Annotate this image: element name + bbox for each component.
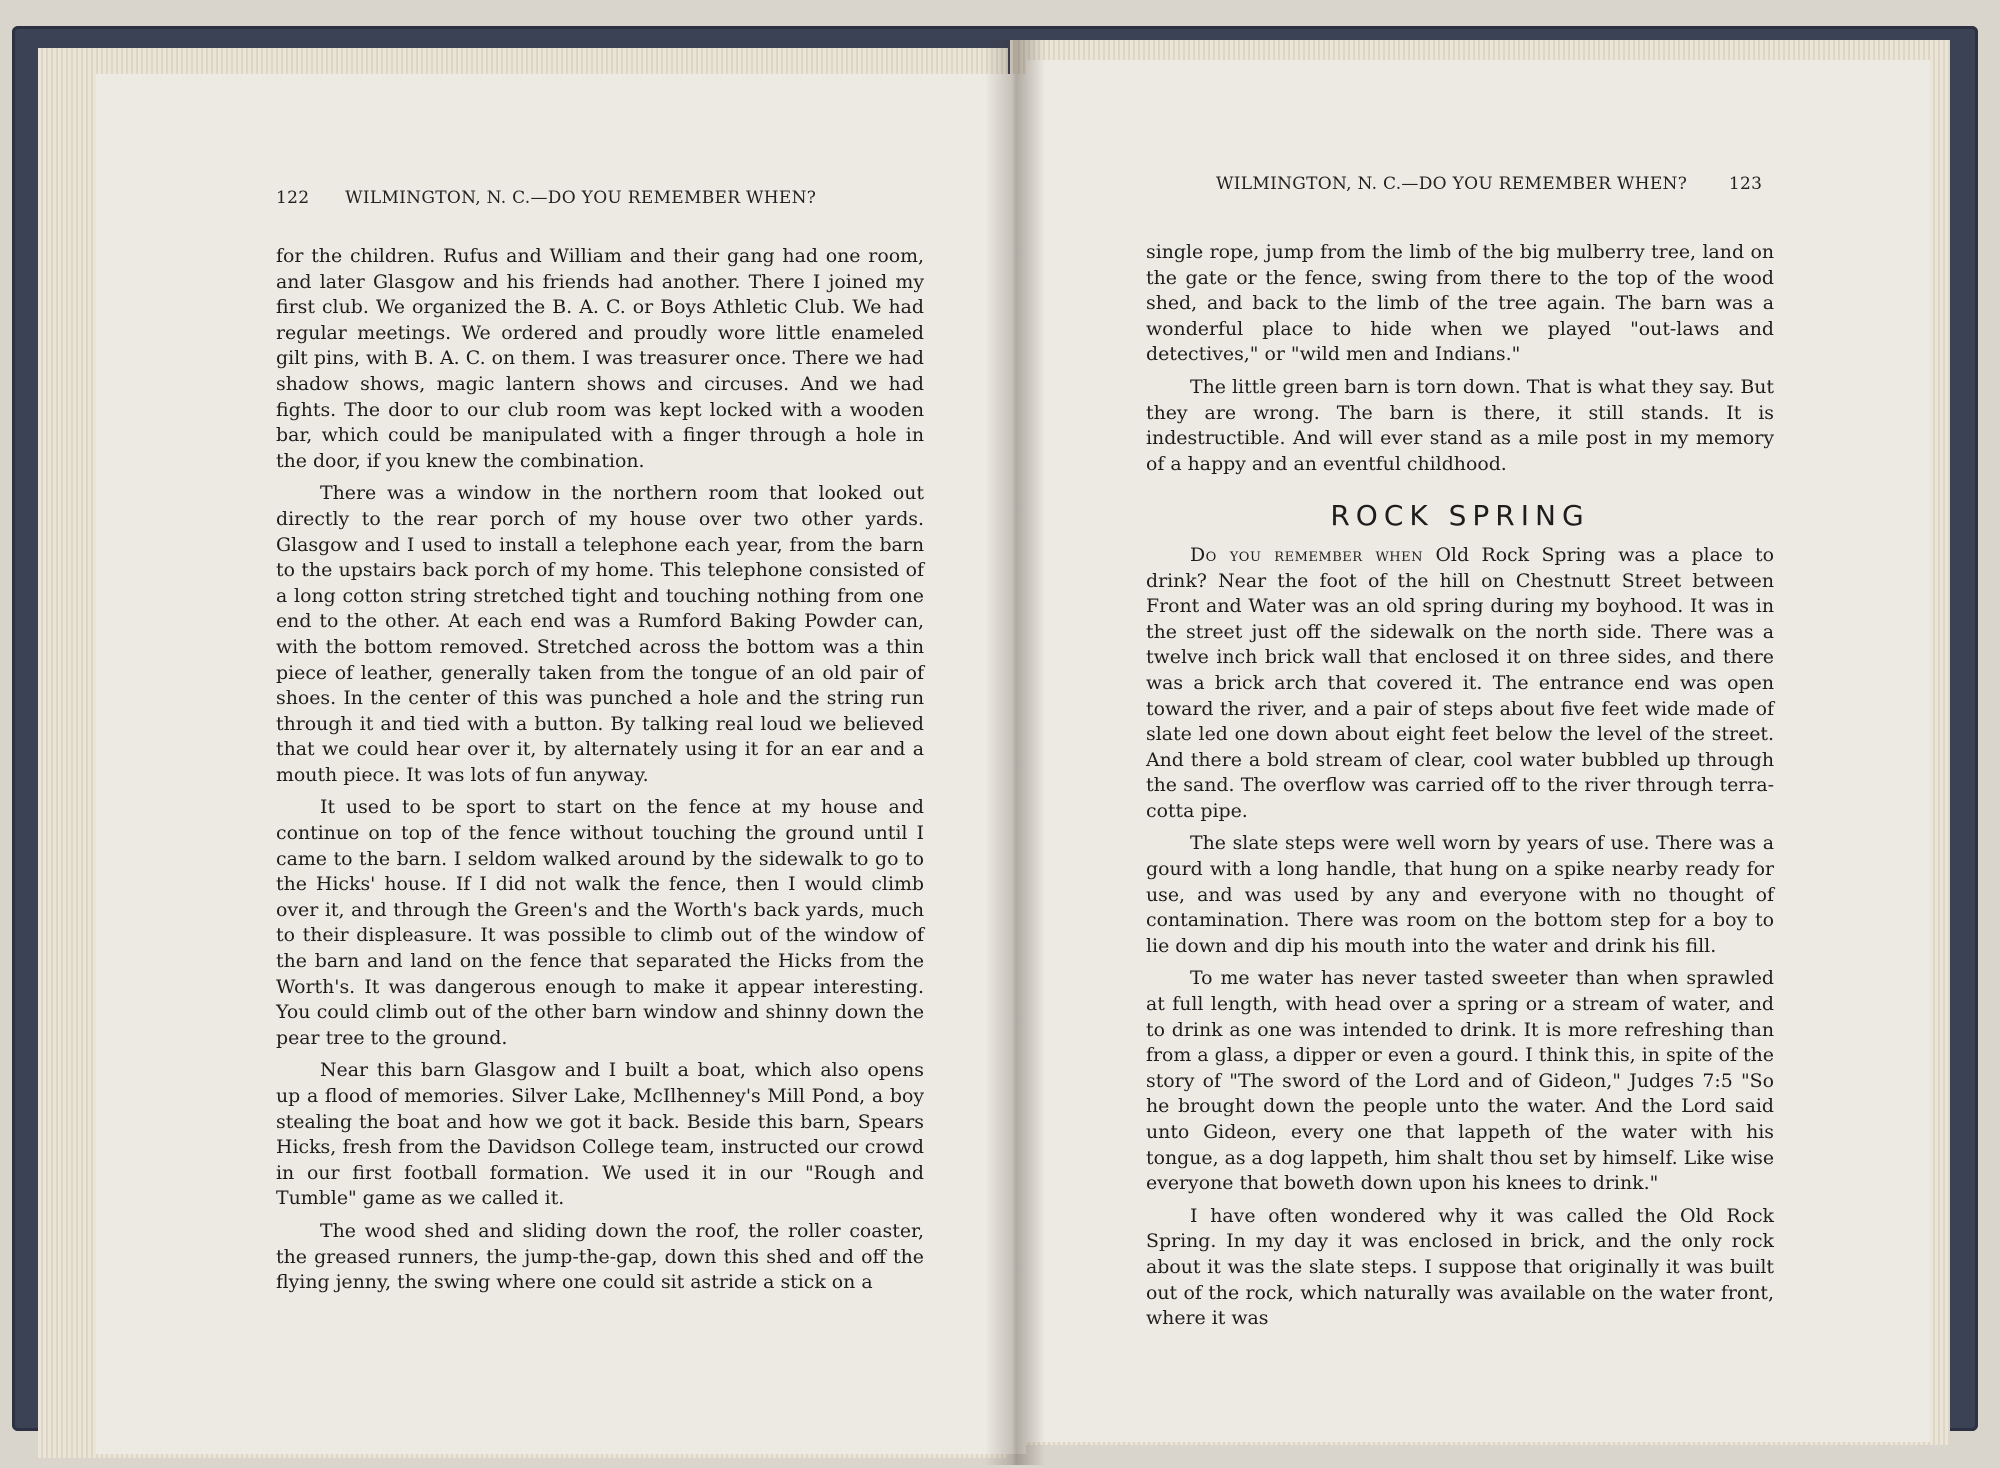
left-running-head — [276, 188, 816, 208]
right-page — [1026, 60, 1930, 1442]
paragraph-text: Old Rock Spring was a place to drink? Near the foot of the hill on Chestnutt Street between Front and Water was an old spring during my boyhood. It was in the street just off the sidewalk on the north side. There was a twelve inch brick wall that enclosed it on three sides, and there was a brick arch that covered it. The entrance end was open toward the river, and a pair of steps about five feet wide made of slate led one down about eight feet below the level of the street. And there a bold stream of clear, cool water bubbled up through the sand. The overflow was carried off to the river through terra-cotta pipe. — [1146, 543, 1774, 822]
left-page-number: 122 — [276, 188, 310, 208]
paragraph — [1146, 543, 1774, 825]
left-running-title: WILMINGTON, N. C.—DO YOU REMEMBER WHEN? — [345, 188, 817, 208]
lead-in: Do you remember when — [1190, 543, 1424, 566]
paragraph: single rope, jump from the limb of the big mulberry tree, land on the gate or the fence, swing from there to the top of the wood shed, and back to the limb of the tree again. The barn was a wonderful place to hide when we played "out-laws and detectives," or "wild men and Indians." — [1146, 241, 1774, 366]
section-title: ROCK SPRING — [1330, 499, 1590, 533]
paragraph: To me water has never tasted sweeter than when sprawled at full length, with head over a spring or a stream of water, and to drink as one was intended to drink. It is more refreshing than from a glass, a dipper or even a gourd. I think this, in spite of the story of "The sword of the Lord and of Gideon," Judges 7:5 "So he brought down the people unto the water. And the Lord said unto Gideon, every one that lappeth of the water with his tongue, as a dog lappeth, him shalt thou set by himself. Like wise everyone that boweth down upon his knees to drink." — [1146, 967, 1774, 1195]
right-running-head — [1216, 174, 1762, 194]
left-page — [96, 74, 1026, 1454]
paragraph: for the children. Rufus and William and their gang had one room, and later Glasgow and his friends had another. There I joined my first club. We organized the B. A. C. or Boys Athletic Club. We had regular meetings. We ordered and proudly wore little enameled gilt pins, with B. A. C. on them. I was treasurer once. There we had shadow shows, magic lantern shows and circuses. And we had fights. The door to our club room was kept locked with a wooden bar, which could be manipulated with a finger through a hole in the door, if you knew the combination. — [276, 245, 924, 472]
paragraph: The wood shed and sliding down the roof, the roller coaster, the greased runners, the jump-the-gap, down this shed and off the flying jenny, the swing where one could sit astride a stick on a — [276, 1219, 924, 1294]
right-running-title: WILMINGTON, N. C.—DO YOU REMEMBER WHEN? — [1216, 174, 1688, 194]
paragraph: Near this barn Glasgow and I built a boat, which also opens up a flood of memories. Silver Lake, McIlhenney's Mill Pond, a boy stealing the boat and how we got it back. Beside this barn, Spears Hicks, fresh from the Davidson College team, instructed our crowd in our first football formation. We used it in our "Rough and Tumble" game as we called it. — [276, 1059, 924, 1210]
paragraph: There was a window in the northern room that looked out directly to the rear porch of my house over two other yards. Glasgow and I used to install a telephone each year, from the barn to the upstairs back porch of my home. This telephone consisted of a long cotton string stretched tight and touching nothing from one end to the other. At each end was a Rumford Baking Powder can, with the bottom removed. Stretched across the bottom was a thin piece of leather, generally taken from the tongue of an old pair of shoes. In the center of this was punched a hole and the string run through it and tied with a button. By talking real loud we believed that we could hear over it, by alternately using it for an ear and a mouth piece. It was lots of fun anyway. — [276, 482, 924, 786]
paragraph: The slate steps were well worn by years of use. There was a gourd with a long handle, that hung on a spike nearby ready for use, and was used by any and everyone with no thought of contamination. There was room on the bottom step for a boy to lie down and dip his mouth into the water and drink his fill. — [1146, 832, 1774, 957]
paragraph: I have often wondered why it was called the Old Rock Spring. In my day it was enclosed in brick, and the only rock about it was the slate steps. I suppose that originally it was built out of the rock, which naturally was available on the water front, where it was — [1146, 1204, 1774, 1330]
right-page-number: 123 — [1728, 174, 1763, 194]
paragraph: The little green barn is torn down. That is what they say. But they are wrong. The barn is there, it still stands. It is indestructible. And will ever stand as a mile post in my memory of a happy and an eventful childhood. — [1146, 375, 1774, 475]
right-body-text — [1146, 240, 1774, 1339]
paragraph: It used to be sport to start on the fence at my house and continue on top of the fence without touching the ground until I came to the barn. I seldom walked around by the sidewalk to go to the Hicks' house. If I did not walk the fence, then I would climb over it, and through the Green's and the Worth's back yards, much to their displeasure. It was possible to climb out of the window of the barn and land on the fence that separated the Hicks from the Worth's. It was dangerous enough to make it appear interesting. You could climb out of the other barn window and shinny down the pear tree to the ground. — [276, 796, 924, 1049]
left-body-text — [276, 244, 924, 1303]
